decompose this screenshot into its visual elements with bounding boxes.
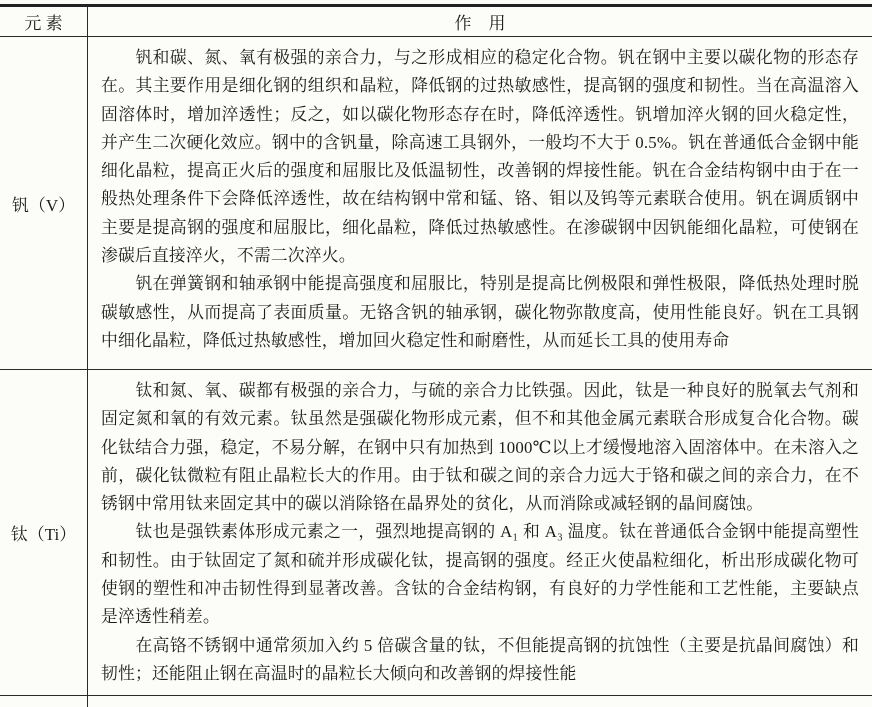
header-cell-element: 元 素 [0,7,88,36]
vanadium-paragraph-1: 钒和碳、氮、氧有极强的亲合力，与之形成相应的稳定化合物。钒在钢中主要以碳化物的形态存在。其主要作用是细化钢的组织和晶粒，降低钢的过热敏感性，提高钢的强度和韧性。当在高温溶入固溶体时，增加淬透性；反之，如以碳化物形态存在时，降低淬透性。钒增加淬火钢的回火稳定性，并产生二次硬化效应。钢中的含钒量，除高速工具钢外，一般均不大于 0.5%。钒在普通低合金钢中能细化晶粒，提高正火后的强度和屈服比及低温韧性，改善钢的焊接性能。钒在合金结构钢中由于在一般热处理条件下会降低淬透性，故在结构钢中常和锰、铬、钼以及钨等元素联合使用。钒在调质钢中主要是提高钢的强度和屈服比，细化晶粒，降低过热敏感性。在渗碳钢中因钒能细化晶粒，可使钢在渗碳后直接淬火，不需二次淬火。 [101,48,859,266]
vanadium-paragraph-2: 钒在弹簧钢和轴承钢中能提高强度和屈服比，特别是提高比例极限和弹性极限，降低热处理时脱碳敏感性，从而提高了表面质量。无铬含钒的轴承钢，碳化物弥散度高，使用性能良好。钒在工具钢中细化晶粒，降低过热敏感性，增加回火稳定性和耐磨性，从而延长工具的使用寿命 [101,274,859,350]
titanium-paragraph-3: 在高铬不锈钢中通常须加入约 5 倍碳含量的钛，不但能提高钢的抗蚀性（主要是抗晶间腐蚀）和韧性；还能阻止钢在高温时的晶粒长大倾向和改善钢的焊接性能 [101,635,859,683]
continuation-divider [0,696,88,707]
titanium-paragraph-1: 钛和氮、氧、碳都有极强的亲合力，与硫的亲合力比铁强。因此，钛是一种良好的脱氧去气剂和固定氮和氧的有效元素。钛虽然是强碳化物形成元素，但不和其他金属元素联合形成复合化合物。碳化钛结合力强，稳定，不易分解，在钢中只有加热到 1000℃以上才缓慢地溶入固溶体中。在未溶入之前，碳化钛微粒有阻止晶粒长大的作用。由于钛和碳之间的亲合力远大于铬和碳之间的亲合力，在不锈钢中常用钛来固定其中的碳以消除铬在晶界处的贫化，从而消除或减轻钢的晶间腐蚀。 [101,381,859,514]
element-label-vanadium: 钒（V） [0,37,88,369]
titanium-paragraph-2: 钛也是强铁素体形成元素之一，强烈地提高钢的 A₁ 和 A₃ 温度。钛在普通低合金钢中能提高塑性和韧性。由于钛固定了氮和硫并形成碳化钛，提高钢的强度。经正火使晶粒细化，析出形成碳化物可使钢的塑性和冲击韧性得到显著改善。含钛的合金结构钢，有良好的力学性能和工艺性能，主要缺点是淬透性稍差。 [101,522,859,627]
element-label-titanium: 钛（Ti） [0,370,88,695]
effect-cell-titanium [88,370,872,695]
table-header-row [0,7,872,37]
effect-cell-vanadium [88,37,872,369]
table-row-vanadium [0,37,872,370]
table-row-titanium [0,370,872,696]
table-continuation-stub [0,696,872,707]
header-cell-effect: 作 用 [454,14,506,33]
element-effect-table [0,4,872,707]
